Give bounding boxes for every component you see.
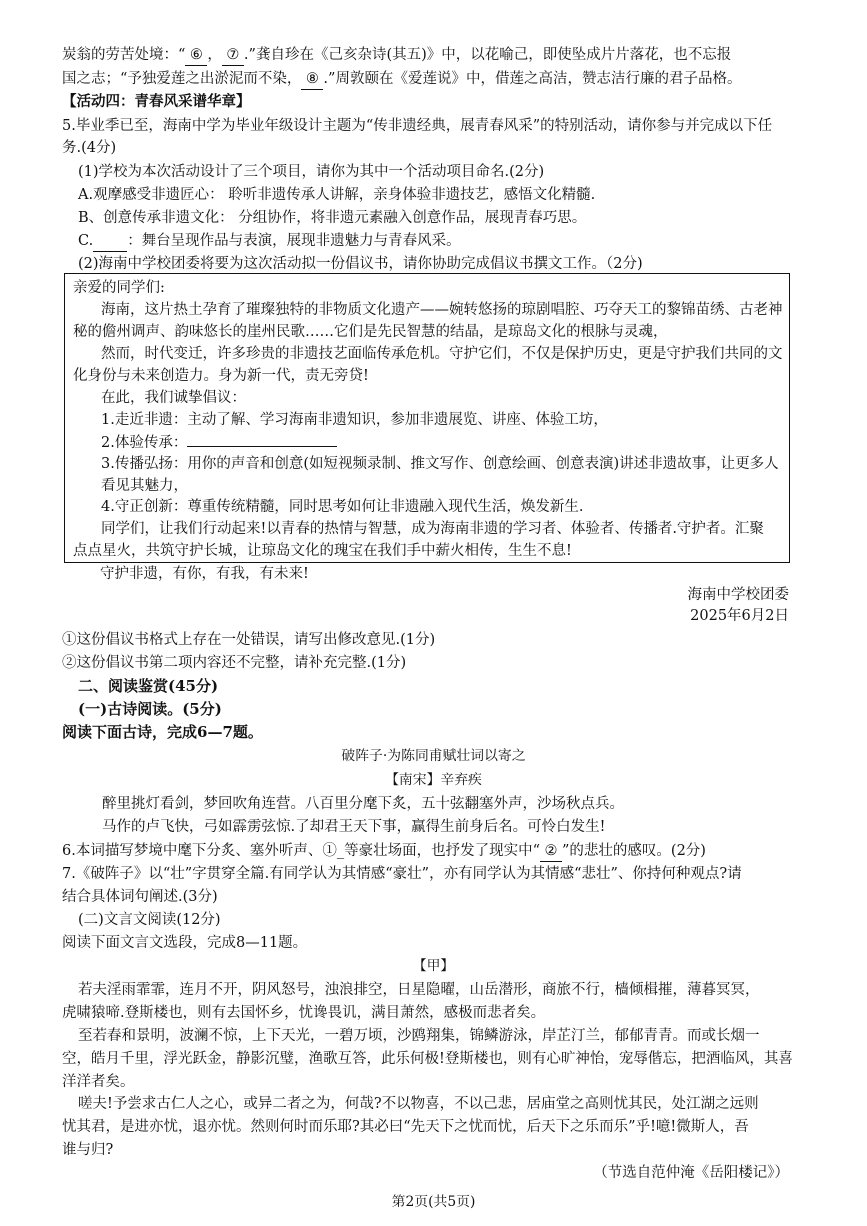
passage-p2-line-3: 洋洋者矣。 xyxy=(62,1074,135,1090)
text: 6.本词描写梦境中麾下分炙、塞外听声、①_等豪壮场面，也抒发了现实中“ xyxy=(62,843,540,859)
question-6 xyxy=(62,841,706,862)
letter-item-3-line-2: 看见其魅力， xyxy=(101,478,188,494)
passage-p1-line-2: 虎啸猿啼.登斯楼也，则有去国怀乡，忧谗畏讥，满目萧然，感极而悲者矣。 xyxy=(62,1005,546,1021)
classical-instruction: 阅读下面文言文选段，完成8—11题。 xyxy=(62,935,308,951)
text: ：舞台呈现作品与表演，展现非遗魅力与青春风采。 xyxy=(127,233,461,249)
poem-author: 【南宋】辛弃疾 xyxy=(385,772,482,788)
passage-p3-line-1: 嗟夫!予尝求古仁人之心，或异二者之为，何哉?不以物喜，不以己悲，居庙堂之高则忧其民，处江湖之远则 xyxy=(78,1096,759,1112)
question-5-sub-2: (2)海南中学校团委将要为这次活动拟一份倡议书，请你协助完成倡议书撰文工作。（2分) xyxy=(78,256,643,272)
section-two-title: 二、阅读鉴赏(45分) xyxy=(78,677,219,695)
poem-line-1: 醉里挑灯看剑，梦回吹角连营。八百里分麾下炙，五十弦翻塞外声，沙场秋点兵。 xyxy=(102,796,624,812)
text: ”的悲壮的感叹。(2分) xyxy=(562,843,706,859)
letter-para-1-line-2: 秘的儋州调声、韵味悠长的崖州民歌……它们是先民智慧的结晶，是琼岛文化的根脉与灵魂， xyxy=(73,324,668,340)
question-7-line-2: 结合具体词句阐述.(3分) xyxy=(62,889,218,905)
letter-date: 2025年6月2日 xyxy=(690,608,789,624)
letter-item-3-line-1: 3.传播弘扬：用你的声音和创意(如短视频录制、推文写作、创意绘画、创意表演)讲述非遗故事，让更多人 xyxy=(101,456,779,472)
letter-para-3: 在此，我们诚挚倡议： xyxy=(101,390,246,406)
text: C. xyxy=(78,233,94,249)
letter-para-4-line-1: 同学们，让我们行动起来!以青春的热情与智慧，成为海南非遗的学习者、体验者、传播者.守护者。汇聚 xyxy=(101,521,764,537)
text: 国之志；“予独爱莲之出淤泥而不染， xyxy=(62,71,302,87)
sub-question-2: ②这份倡议书第二项内容还不完整，请补充完整.(1分) xyxy=(62,655,407,671)
letter-greeting: 亲爱的同学们: xyxy=(73,280,165,296)
option-a: A.观摩感受非遗匠心： 聆听非遗传承人讲解，亲身体验非遗技艺，感悟文化精髓. xyxy=(78,187,596,203)
letter-para-2-line-2: 化身份与未来创造力。身为新一代，责无旁贷! xyxy=(73,368,369,384)
letter-item-1: 1.走近非遗：主动了解、学习海南非遗知识，参加非遗展览、讲座、体验工坊， xyxy=(101,412,608,428)
passage-p1-line-1: 若夫淫雨霏霏，连月不开，阴风怒号，浊浪排空，日星隐曜，山岳潜形，商旅不行，樯倾楫摧，薄暮冥冥， xyxy=(78,982,760,998)
activity-four-heading: 【活动四：青春风采谱华章】 xyxy=(62,93,251,110)
passage-source: （节选自范仲淹《岳阳楼记》） xyxy=(593,1165,789,1181)
passage-label: 【甲】 xyxy=(412,958,455,974)
letter-para-1-line-1: 海南，这片热土孕育了璀璨独特的非物质文化遗产——婉转悠扬的琼剧唱腔、巧夺天工的黎锦苗绣、古老神 xyxy=(101,302,783,318)
poem-instruction: 阅读下面古诗，完成6—7题。 xyxy=(62,723,263,741)
question-7-line-1: 7.《破阵子》以“壮”字贯穿全篇.有同学认为其情感“豪壮”，亦有同学认为其情感“悲壮”、你持何种观点?请 xyxy=(62,866,742,882)
option-b: B、创意传承非遗文化： 分组协作，将非遗元素融入创意作品，展现青春巧思。 xyxy=(78,210,587,226)
answer-blank-q6-2[interactable]: ② xyxy=(540,841,562,862)
poetry-fill-line-1 xyxy=(62,45,731,66)
answer-blank-7[interactable]: ⑦ xyxy=(222,45,244,66)
text: .”龚自珍在《己亥杂诗(其五)》中，以花喻己，即使坠成片片落花，也不忘报 xyxy=(243,47,732,63)
letter-para-4-line-2: 点点星火，共筑守护长城，让琼岛文化的瑰宝在我们手中薪火相传，生生不息! xyxy=(73,543,572,559)
text: 炭翁的劳苦处境：“ xyxy=(62,47,186,63)
poem-title: 破阵子·为陈同甫赋壮词以寄之 xyxy=(341,748,526,764)
answer-blank-6[interactable]: ⑥ xyxy=(185,45,207,66)
letter-item-4: 4.守正创新：尊重传统精髓，同时思考如何让非遗融入现代生活，焕发新生. xyxy=(101,499,584,515)
passage-p2-line-2: 空，皓月千里，浮光跃金，静影沉璧，渔歌互答，此乐何极!登斯楼也，则有心旷神怡，宠辱偕忘，把酒临风，其喜 xyxy=(62,1051,793,1067)
poetry-fill-line-2 xyxy=(62,69,741,90)
question-5-line-2: 务.(4分) xyxy=(62,140,117,156)
passage-p3-line-3: 谁与归? xyxy=(62,1142,114,1158)
option-c-blank[interactable] xyxy=(93,231,127,252)
proposal-letter-box xyxy=(64,273,790,563)
item-2-answer-blank[interactable] xyxy=(187,432,337,447)
question-5-sub-1: (1)学校为本次活动设计了三个项目，请你为其中一个活动项目命名.(2分) xyxy=(78,164,545,180)
passage-p2-line-1: 至若春和景明，波澜不惊，上下天光，一碧万顷，沙鸥翔集，锦鳞游泳，岸芷汀兰，郁郁青青。而或长烟一 xyxy=(78,1028,760,1044)
poem-line-2: 马作的卢飞快，弓如霹雳弦惊.了却君王天下事，赢得生前身后名。可怜白发生! xyxy=(102,819,606,835)
letter-signer: 海南中学校团委 xyxy=(687,587,789,603)
text: .”周敦颐在《爱莲说》中，借莲之高洁，赞志洁行廉的君子品格。 xyxy=(323,71,742,87)
letter-slogan: 守护非遗，有你，有我，有未来! xyxy=(100,566,309,582)
passage-p3-line-2: 忧其君，是进亦忧，退亦忧。然则何时而乐耶?其必曰“先天下之忧而忧，后天下之乐而乐”乎!噫!微斯人，吾 xyxy=(62,1119,749,1135)
section-two-part-1: (一)古诗阅读。(5分) xyxy=(78,700,222,718)
page-footer: 第2页(共5页) xyxy=(391,1194,476,1210)
letter-para-2-line-1: 然而，时代变迁，许多珍贵的非遗技艺面临传承危机。守护它们，不仅是保护历史，更是守护我们共同的文 xyxy=(101,346,783,362)
question-5-line-1: 5.毕业季已至，海南中学为毕业年级设计主题为“传非遗经典，展青春风采”的特别活动，请你参与并完成以下任 xyxy=(62,118,773,134)
answer-blank-8[interactable]: ⑧ xyxy=(301,69,323,90)
letter-item-2 xyxy=(101,432,337,453)
sub-question-1: ①这份倡议书格式上存在一处错误，请写出修改意见.(1分) xyxy=(62,632,436,648)
text: ， xyxy=(207,47,222,63)
part-two-title: (二)文言文阅读(12分) xyxy=(78,912,221,928)
option-c xyxy=(78,231,461,252)
text: 2.体验传承： xyxy=(101,435,188,451)
